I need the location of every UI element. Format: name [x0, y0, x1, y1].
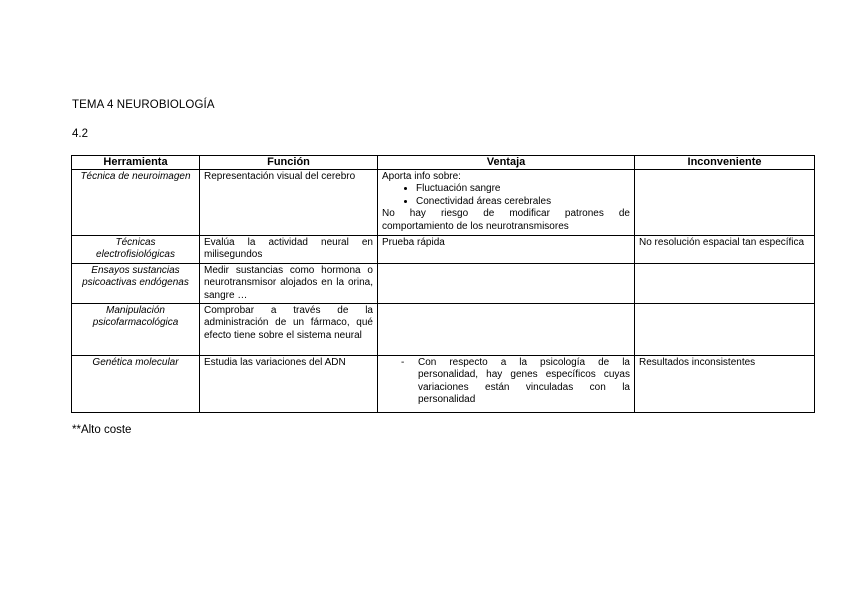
tool-cell: Manipulación psicofarmacológica: [72, 304, 200, 356]
function-cell: Estudia las variaciones del ADN: [200, 356, 378, 413]
tool-cell: Técnica de neuroimagen: [72, 170, 200, 236]
tool-cell: Genética molecular: [72, 356, 200, 413]
footnote: **Alto coste: [72, 424, 132, 436]
tool-cell: Técnicas electrofisiológicas: [72, 236, 200, 264]
advantage-bullet-list: [382, 183, 630, 208]
tool-cell: Ensayos sustancias psicoactivas endógenas: [72, 263, 200, 303]
function-cell: Representación visual del cerebro: [200, 170, 378, 236]
advantage-intro: Aporta info sobre:: [382, 171, 461, 182]
advantage-cell: [378, 170, 635, 236]
disadvantage-cell: Resultados inconsistentes: [635, 356, 815, 413]
advantage-cell: [378, 356, 635, 413]
section-number: 4.2: [72, 128, 88, 140]
table-row: [72, 170, 815, 236]
header-disadvantage: Inconveniente: [635, 156, 815, 170]
advantage-cell: [378, 263, 635, 303]
advantage-outro: No hay riesgo de modificar patrones de comportamiento de los neurotransmisores: [382, 208, 630, 232]
disadvantage-cell: No resolución espacial tan específica: [635, 236, 815, 264]
advantage-cell: Prueba rápida: [378, 236, 635, 264]
disadvantage-cell: [635, 304, 815, 356]
header-advantage: Ventaja: [378, 156, 635, 170]
tools-table: [71, 155, 815, 413]
header-function: Función: [200, 156, 378, 170]
document-title: TEMA 4 NEUROBIOLOGÍA: [72, 99, 215, 111]
function-cell: Medir sustancias como hormona o neurotransmisor alojados en la orina, sangre …: [200, 263, 378, 303]
list-item: - Con respecto a la psicología de la personalidad, hay genes específicos cuyas variaciones están vinculadas con la personalidad: [418, 357, 630, 407]
table-row: [72, 236, 815, 264]
advantage-dash-list: [382, 357, 630, 407]
table-row: [72, 356, 815, 413]
header-tool: Herramienta: [72, 156, 200, 170]
list-item: • Conectividad áreas cerebrales: [416, 196, 630, 208]
table-header-row: [72, 156, 815, 170]
disadvantage-cell: [635, 263, 815, 303]
list-item: • Fluctuación sangre: [416, 183, 630, 195]
function-cell: Comprobar a través de la administración de un fármaco, qué efecto tiene sobre el sistema neural: [200, 304, 378, 356]
table-row: [72, 304, 815, 356]
disadvantage-cell: [635, 170, 815, 236]
advantage-cell: [378, 304, 635, 356]
function-cell: Evalúa la actividad neural en milisegundos: [200, 236, 378, 264]
table-row: [72, 263, 815, 303]
